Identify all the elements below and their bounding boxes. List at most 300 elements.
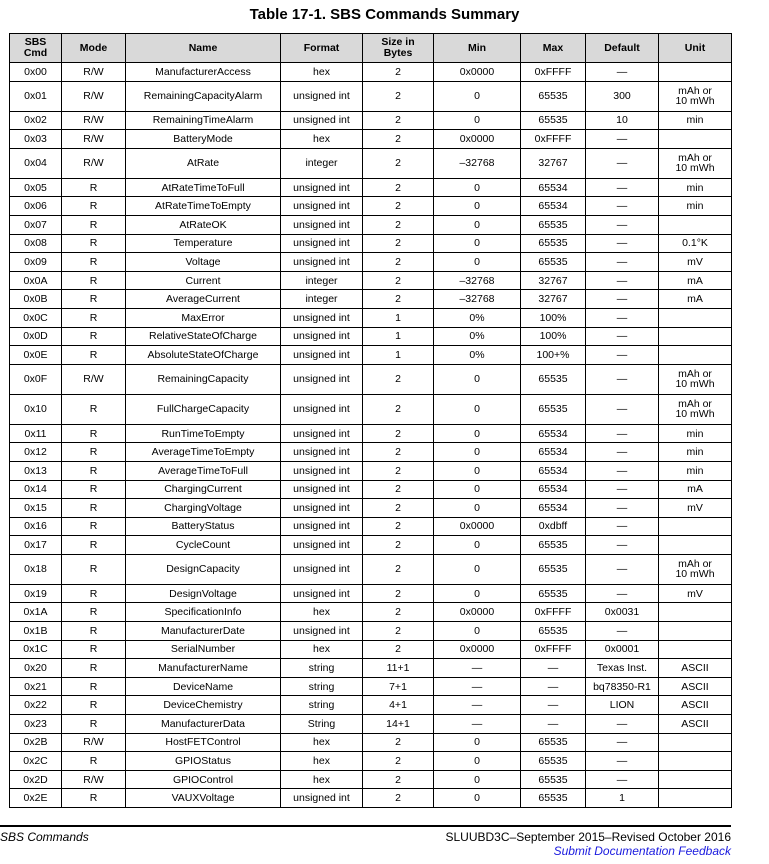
cell-mode: R (62, 640, 126, 659)
table-row (10, 271, 732, 290)
cell-max: 100% (521, 308, 586, 327)
cell-format: integer (281, 290, 363, 309)
cell-default: — (586, 327, 659, 346)
cell-mode: R/W (62, 770, 126, 789)
cell-format: unsigned int (281, 499, 363, 518)
cell-min: — (434, 659, 521, 678)
cell-size: 2 (363, 234, 434, 253)
cell-size: 2 (363, 603, 434, 622)
column-header-unit: Unit (659, 34, 732, 63)
cell-format: hex (281, 63, 363, 82)
cell-unit: mAh or 10 mWh (659, 394, 732, 424)
cell-format: unsigned int (281, 480, 363, 499)
cell-sbs-cmd: 0x11 (10, 424, 62, 443)
cell-sbs-cmd: 0x23 (10, 715, 62, 734)
cell-min: –32768 (434, 148, 521, 178)
cell-mode: R (62, 480, 126, 499)
cell-unit: mAh or 10 mWh (659, 554, 732, 584)
cell-size: 2 (363, 111, 434, 130)
cell-unit: 0.1°K (659, 234, 732, 253)
cell-format: unsigned int (281, 327, 363, 346)
table-row (10, 178, 732, 197)
submit-feedback-link[interactable]: Submit Documentation Feedback (553, 844, 731, 858)
cell-default: — (586, 424, 659, 443)
cell-max: — (521, 677, 586, 696)
cell-max: 65534 (521, 480, 586, 499)
cell-format: string (281, 696, 363, 715)
cell-min: 0% (434, 327, 521, 346)
cell-size: 2 (363, 517, 434, 536)
cell-sbs-cmd: 0x2D (10, 770, 62, 789)
table-row (10, 234, 732, 253)
cell-mode: R/W (62, 130, 126, 149)
cell-name: HostFETControl (126, 733, 281, 752)
cell-unit (659, 752, 732, 771)
cell-size: 2 (363, 752, 434, 771)
cell-name: ManufacturerData (126, 715, 281, 734)
cell-sbs-cmd: 0x0C (10, 308, 62, 327)
cell-min: 0 (434, 81, 521, 111)
cell-default: — (586, 499, 659, 518)
cell-mode: R (62, 659, 126, 678)
cell-sbs-cmd: 0x04 (10, 148, 62, 178)
cell-format: hex (281, 130, 363, 149)
cell-name: ManufacturerAccess (126, 63, 281, 82)
cell-unit (659, 770, 732, 789)
footer-doc-id: SLUUBD3C–September 2015–Revised October 2016 (445, 830, 731, 844)
cell-default: — (586, 461, 659, 480)
cell-mode: R (62, 499, 126, 518)
cell-format: unsigned int (281, 517, 363, 536)
cell-min: 0 (434, 443, 521, 462)
cell-default: 1 (586, 789, 659, 808)
cell-sbs-cmd: 0x2E (10, 789, 62, 808)
table-row (10, 424, 732, 443)
cell-default: — (586, 197, 659, 216)
table-row (10, 584, 732, 603)
cell-size: 2 (363, 443, 434, 462)
cell-format: unsigned int (281, 554, 363, 584)
cell-min: 0% (434, 308, 521, 327)
cell-default: — (586, 622, 659, 641)
column-header-max: Max (521, 34, 586, 63)
cell-min: 0 (434, 499, 521, 518)
cell-sbs-cmd: 0x02 (10, 111, 62, 130)
cell-sbs-cmd: 0x20 (10, 659, 62, 678)
table-row (10, 696, 732, 715)
table-row (10, 480, 732, 499)
cell-sbs-cmd: 0x13 (10, 461, 62, 480)
cell-size: 2 (363, 733, 434, 752)
cell-mode: R (62, 178, 126, 197)
cell-format: string (281, 677, 363, 696)
table-row (10, 130, 732, 149)
table-row (10, 148, 732, 178)
table-row (10, 640, 732, 659)
cell-max: 65535 (521, 789, 586, 808)
cell-unit (659, 603, 732, 622)
cell-name: DeviceChemistry (126, 696, 281, 715)
cell-size: 2 (363, 461, 434, 480)
header-row (10, 34, 732, 63)
cell-size: 2 (363, 480, 434, 499)
cell-mode: R (62, 603, 126, 622)
cell-sbs-cmd: 0x05 (10, 178, 62, 197)
cell-max: 0xFFFF (521, 603, 586, 622)
cell-min: 0 (434, 770, 521, 789)
cell-size: 2 (363, 253, 434, 272)
cell-max: 65535 (521, 215, 586, 234)
cell-format: unsigned int (281, 215, 363, 234)
cell-sbs-cmd: 0x2C (10, 752, 62, 771)
cell-min: — (434, 696, 521, 715)
cell-unit: min (659, 197, 732, 216)
cell-format: unsigned int (281, 789, 363, 808)
cell-max: 65534 (521, 499, 586, 518)
cell-unit: ASCII (659, 659, 732, 678)
cell-unit: ASCII (659, 677, 732, 696)
cell-size: 4+1 (363, 696, 434, 715)
cell-unit (659, 215, 732, 234)
table-row (10, 733, 732, 752)
column-header-default: Default (586, 34, 659, 63)
cell-min: 0 (434, 253, 521, 272)
cell-size: 2 (363, 394, 434, 424)
cell-unit (659, 622, 732, 641)
cell-sbs-cmd: 0x15 (10, 499, 62, 518)
cell-name: BatteryStatus (126, 517, 281, 536)
cell-sbs-cmd: 0x0F (10, 364, 62, 394)
cell-min: 0 (434, 554, 521, 584)
cell-unit (659, 789, 732, 808)
cell-default: 0x0031 (586, 603, 659, 622)
cell-default: — (586, 584, 659, 603)
cell-sbs-cmd: 0x18 (10, 554, 62, 584)
cell-unit: min (659, 178, 732, 197)
cell-mode: R (62, 696, 126, 715)
cell-default: — (586, 733, 659, 752)
cell-format: string (281, 659, 363, 678)
cell-default: LION (586, 696, 659, 715)
cell-unit (659, 517, 732, 536)
cell-mode: R (62, 197, 126, 216)
cell-name: AbsoluteStateOfCharge (126, 346, 281, 365)
cell-unit: mV (659, 499, 732, 518)
cell-sbs-cmd: 0x16 (10, 517, 62, 536)
cell-size: 7+1 (363, 677, 434, 696)
cell-format: unsigned int (281, 178, 363, 197)
table-row (10, 290, 732, 309)
cell-sbs-cmd: 0x0E (10, 346, 62, 365)
cell-size: 2 (363, 622, 434, 641)
cell-unit: mAh or 10 mWh (659, 148, 732, 178)
cell-name: AverageTimeToFull (126, 461, 281, 480)
cell-size: 1 (363, 346, 434, 365)
column-header-size: Size in Bytes (363, 34, 434, 63)
column-header-name: Name (126, 34, 281, 63)
cell-sbs-cmd: 0x22 (10, 696, 62, 715)
cell-default: — (586, 517, 659, 536)
cell-format: unsigned int (281, 308, 363, 327)
cell-max: 65535 (521, 364, 586, 394)
cell-unit (659, 130, 732, 149)
cell-default: — (586, 253, 659, 272)
cell-default: bq78350-R1 (586, 677, 659, 696)
cell-default: 10 (586, 111, 659, 130)
cell-mode: R (62, 327, 126, 346)
cell-max: 65535 (521, 622, 586, 641)
table-row (10, 536, 732, 555)
table-row (10, 81, 732, 111)
cell-format: unsigned int (281, 253, 363, 272)
table-row (10, 308, 732, 327)
cell-max: 65534 (521, 443, 586, 462)
table-row (10, 63, 732, 82)
cell-sbs-cmd: 0x08 (10, 234, 62, 253)
table-body (10, 63, 732, 808)
cell-max: 65535 (521, 536, 586, 555)
cell-name: GPIOStatus (126, 752, 281, 771)
cell-default: — (586, 554, 659, 584)
cell-max: 65534 (521, 197, 586, 216)
cell-max: — (521, 715, 586, 734)
cell-max: 65535 (521, 584, 586, 603)
cell-name: RemainingTimeAlarm (126, 111, 281, 130)
cell-format: unsigned int (281, 536, 363, 555)
cell-format: hex (281, 733, 363, 752)
cell-name: RunTimeToEmpty (126, 424, 281, 443)
cell-min: 0 (434, 752, 521, 771)
cell-default: — (586, 148, 659, 178)
cell-name: MaxError (126, 308, 281, 327)
cell-mode: R (62, 752, 126, 771)
cell-sbs-cmd: 0x21 (10, 677, 62, 696)
table-row (10, 622, 732, 641)
cell-name: GPIOControl (126, 770, 281, 789)
cell-name: AverageTimeToEmpty (126, 443, 281, 462)
table-row (10, 364, 732, 394)
cell-sbs-cmd: 0x1C (10, 640, 62, 659)
cell-max: 65535 (521, 111, 586, 130)
cell-name: AtRateOK (126, 215, 281, 234)
cell-max: 65535 (521, 253, 586, 272)
cell-sbs-cmd: 0x0D (10, 327, 62, 346)
cell-unit: min (659, 111, 732, 130)
cell-unit (659, 63, 732, 82)
cell-min: 0x0000 (434, 63, 521, 82)
cell-max: 100+% (521, 346, 586, 365)
table-row (10, 517, 732, 536)
cell-size: 11+1 (363, 659, 434, 678)
cell-max: 65535 (521, 770, 586, 789)
cell-format: unsigned int (281, 111, 363, 130)
cell-max: 32767 (521, 290, 586, 309)
cell-max: 65534 (521, 461, 586, 480)
cell-name: RemainingCapacityAlarm (126, 81, 281, 111)
cell-max: 65535 (521, 394, 586, 424)
cell-format: hex (281, 752, 363, 771)
cell-unit: mAh or 10 mWh (659, 81, 732, 111)
cell-name: CycleCount (126, 536, 281, 555)
cell-name: ManufacturerDate (126, 622, 281, 641)
cell-unit: min (659, 424, 732, 443)
table-row (10, 443, 732, 462)
cell-mode: R (62, 215, 126, 234)
cell-max: 65534 (521, 424, 586, 443)
table-row (10, 327, 732, 346)
cell-max: 32767 (521, 271, 586, 290)
cell-default: — (586, 770, 659, 789)
cell-max: 0xFFFF (521, 640, 586, 659)
cell-mode: R (62, 308, 126, 327)
cell-unit (659, 308, 732, 327)
cell-default: — (586, 536, 659, 555)
cell-mode: R (62, 461, 126, 480)
cell-sbs-cmd: 0x0A (10, 271, 62, 290)
cell-name: ManufacturerName (126, 659, 281, 678)
cell-min: — (434, 677, 521, 696)
cell-size: 2 (363, 424, 434, 443)
cell-format: unsigned int (281, 364, 363, 394)
cell-mode: R (62, 271, 126, 290)
cell-unit: mV (659, 253, 732, 272)
cell-unit (659, 640, 732, 659)
cell-format: unsigned int (281, 197, 363, 216)
cell-sbs-cmd: 0x10 (10, 394, 62, 424)
cell-max: 65535 (521, 752, 586, 771)
cell-format: unsigned int (281, 461, 363, 480)
cell-min: 0 (434, 461, 521, 480)
cell-mode: R/W (62, 148, 126, 178)
cell-name: Temperature (126, 234, 281, 253)
cell-min: 0 (434, 364, 521, 394)
table-row (10, 770, 732, 789)
cell-default: — (586, 234, 659, 253)
cell-unit: mV (659, 584, 732, 603)
cell-default: — (586, 752, 659, 771)
cell-name: AverageCurrent (126, 290, 281, 309)
cell-min: 0 (434, 215, 521, 234)
column-header-sbs-cmd: SBS Cmd (10, 34, 62, 63)
cell-max: 32767 (521, 148, 586, 178)
cell-max: 0xFFFF (521, 130, 586, 149)
cell-format: hex (281, 640, 363, 659)
cell-min: — (434, 715, 521, 734)
cell-default: — (586, 271, 659, 290)
cell-min: 0% (434, 346, 521, 365)
cell-format: unsigned int (281, 394, 363, 424)
table-row (10, 554, 732, 584)
cell-size: 2 (363, 584, 434, 603)
cell-min: 0 (434, 234, 521, 253)
table-row (10, 253, 732, 272)
cell-sbs-cmd: 0x2B (10, 733, 62, 752)
cell-min: 0 (434, 480, 521, 499)
cell-mode: R (62, 443, 126, 462)
cell-min: 0x0000 (434, 517, 521, 536)
cell-mode: R (62, 346, 126, 365)
cell-min: –32768 (434, 290, 521, 309)
cell-size: 2 (363, 215, 434, 234)
cell-sbs-cmd: 0x1A (10, 603, 62, 622)
cell-min: 0x0000 (434, 130, 521, 149)
cell-format: unsigned int (281, 622, 363, 641)
cell-min: 0 (434, 584, 521, 603)
cell-sbs-cmd: 0x0B (10, 290, 62, 309)
cell-default: — (586, 394, 659, 424)
cell-format: unsigned int (281, 346, 363, 365)
cell-name: SpecificationInfo (126, 603, 281, 622)
cell-unit: ASCII (659, 696, 732, 715)
cell-sbs-cmd: 0x09 (10, 253, 62, 272)
cell-mode: R (62, 536, 126, 555)
cell-default: — (586, 364, 659, 394)
table-row (10, 499, 732, 518)
cell-mode: R (62, 290, 126, 309)
cell-size: 2 (363, 640, 434, 659)
cell-mode: R (62, 394, 126, 424)
cell-format: integer (281, 271, 363, 290)
cell-name: FullChargeCapacity (126, 394, 281, 424)
cell-format: hex (281, 603, 363, 622)
cell-max: — (521, 696, 586, 715)
cell-format: unsigned int (281, 584, 363, 603)
cell-size: 2 (363, 63, 434, 82)
cell-min: 0 (434, 536, 521, 555)
cell-max: 100% (521, 327, 586, 346)
cell-min: 0 (434, 622, 521, 641)
cell-default: — (586, 130, 659, 149)
cell-mode: R (62, 234, 126, 253)
cell-max: 65535 (521, 81, 586, 111)
cell-size: 2 (363, 271, 434, 290)
cell-name: ChargingVoltage (126, 499, 281, 518)
cell-sbs-cmd: 0x07 (10, 215, 62, 234)
cell-name: DesignCapacity (126, 554, 281, 584)
cell-default: — (586, 290, 659, 309)
cell-default: Texas Inst. (586, 659, 659, 678)
cell-default: — (586, 480, 659, 499)
cell-unit: mAh or 10 mWh (659, 364, 732, 394)
cell-sbs-cmd: 0x1B (10, 622, 62, 641)
cell-size: 2 (363, 499, 434, 518)
cell-max: 0xFFFF (521, 63, 586, 82)
cell-format: String (281, 715, 363, 734)
cell-unit (659, 733, 732, 752)
cell-unit: ASCII (659, 715, 732, 734)
cell-name: Voltage (126, 253, 281, 272)
cell-sbs-cmd: 0x00 (10, 63, 62, 82)
cell-mode: R (62, 622, 126, 641)
cell-max: 65534 (521, 178, 586, 197)
cell-size: 2 (363, 789, 434, 808)
cell-mode: R/W (62, 111, 126, 130)
cell-name: SerialNumber (126, 640, 281, 659)
cell-size: 1 (363, 327, 434, 346)
cell-format: integer (281, 148, 363, 178)
cell-size: 2 (363, 81, 434, 111)
cell-mode: R (62, 424, 126, 443)
table-row (10, 394, 732, 424)
cell-unit (659, 536, 732, 555)
cell-size: 2 (363, 197, 434, 216)
cell-format: hex (281, 770, 363, 789)
cell-format: unsigned int (281, 234, 363, 253)
sbs-commands-table (9, 33, 732, 808)
cell-unit: mA (659, 290, 732, 309)
table-row (10, 346, 732, 365)
cell-default: — (586, 715, 659, 734)
